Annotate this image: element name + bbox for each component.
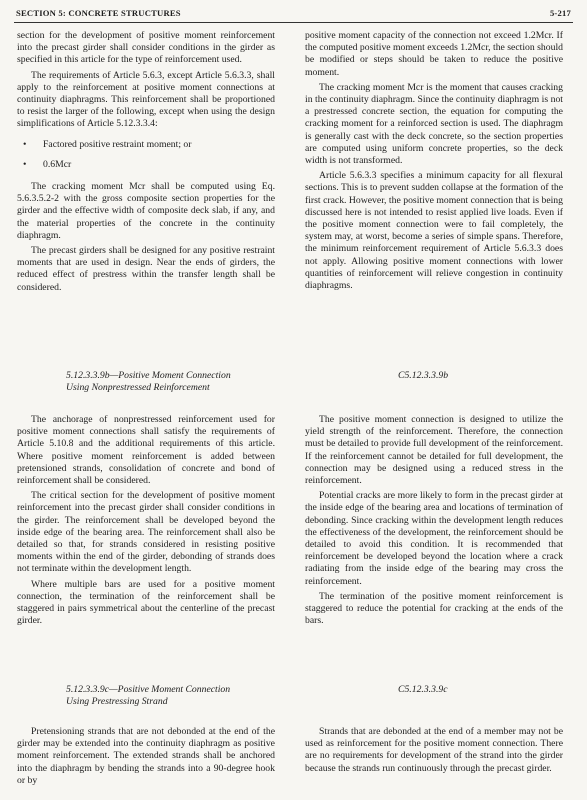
sec9b-right-column	[305, 414, 563, 630]
paragraph: The cracking moment Mcr is the moment that causes cracking in the continuity diaphragm. Since the continuity diaphragm is not a prestressed concrete section, the equation for computing the cracking moment for a reinforced section is used. The diaphragm is generally cast with the deck concrete, so the section properties are computed using uniform concrete properties, so the deck width is not transformed.	[305, 81, 563, 167]
paragraph: The precast girders shall be designed for any positive restraint moments that are used in design. Near the ends of girders, the reduced effect of prestress within the transfer length shall be considered.	[17, 245, 275, 293]
heading-line: 5.12.3.3.9c—Positive Moment Connection	[66, 684, 231, 695]
top-right-column	[305, 30, 563, 295]
commentary-heading-9c: C5.12.3.3.9c	[398, 684, 448, 695]
sec9b-left-column	[17, 414, 275, 630]
section-heading-9b	[66, 370, 231, 394]
commentary-heading-9b: C5.12.3.3.9b	[398, 370, 449, 381]
bullet-icon: •	[23, 158, 27, 170]
bullet-item	[23, 139, 275, 151]
heading-line: 5.12.3.3.9b—Positive Moment Connection	[66, 370, 231, 381]
paragraph: Pretensioning strands that are not debonded at the end of the girder may be extended into the continuity diaphragm as positive moment reinforcement. The extended strands shall be anchored into the diaphragm by bending the strands into a 90-degree hook or by	[17, 726, 275, 786]
paragraph: Article 5.6.3.3 specifies a minimum capacity for all flexural sections. This is to prevent sudden collapse at the formation of the first crack. However, the positive moment connection that is being discussed here is not intended to resist applied live loads. Even if the positive moment connection were to fail completely, the system may, at worst, become a series of simple spans. Therefore, the minimum reinforcement requirement of Article 5.6.3.3 does not apply. Allowing positive moment connections with lower quantities of reinforcement will relieve congestion in continuity diaphragms.	[305, 170, 563, 292]
page-header	[14, 4, 573, 23]
bullet-text: Factored positive restraint moment; or	[43, 138, 192, 150]
bullet-text: 0.6Mcr	[43, 158, 72, 170]
paragraph: The termination of the positive moment reinforcement is staggered to reduce the potential for cracking at the ends of the bars.	[305, 590, 563, 627]
top-left-column	[17, 30, 275, 297]
paragraph: The positive moment connection is designed to utilize the yield strength of the reinforcement. Therefore, the connection must be detailed to provide full development of the reinforcement. If the reinforcement cannot be detailed for full development, the connection may be designed using a reduced stress in the reinforcement.	[305, 414, 563, 487]
bullet-icon: •	[23, 138, 27, 150]
paragraph: The anchorage of nonprestressed reinforcement used for positive moment connections shall satisfy the requirements of Article 5.10.8 and the additional requirements of this article. Where positive moment reinforcement is added between pretensioned strands, consolidation of concrete and bond of reinforcement shall be considered.	[17, 414, 275, 487]
sec9c-right-column	[305, 726, 563, 778]
section-title: SECTION 5: CONCRETE STRUCTURES	[16, 8, 181, 18]
section-heading-9c	[66, 684, 230, 708]
paragraph: The critical section for the development of positive moment reinforcement into the precast girder shall consider conditions in the girder. The reinforcement shall be developed beyond the inside edge of the bearing area. The reinforcement shall also be detailed so that, for strands considered in resisting positive moments within the end of the girder, debonding of strands does not terminate within the development length.	[17, 490, 275, 575]
paragraph: Strands that are debonded at the end of a member may not be used as reinforcement for the positive moment connection. There are no requirements for development of the strand into the girder because the strands run continuously through the precast girder.	[305, 726, 563, 774]
paragraph: The requirements of Article 5.6.3, except Article 5.6.3.3, shall apply to the reinforcement at positive moment connections at continuity diaphragms. This reinforcement shall be proportioned to resist the larger of the following, except when using the design simplifications of Article 5.12.3.3.4:	[17, 69, 275, 130]
heading-line: Using Nonprestressed Reinforcement	[66, 382, 210, 394]
sec9c-left-column	[17, 726, 275, 790]
paragraph: positive moment capacity of the connection not exceed 1.2Mcr. If the computed positive moment exceeds 1.2Mcr, the section should be modified or steps should be taken to reduce the positive moment.	[305, 30, 563, 78]
paragraph: The cracking moment Mcr shall be computed using Eq. 5.6.3.5.2-2 with the gross composite section properties for the girder and the effective width of composite deck slab, if any, and the material properties of the concrete in the continuity diaphragm.	[17, 181, 275, 241]
paragraph: Potential cracks are more likely to form in the precast girder at the inside edge of the bearing area and locations of termination of debonding. Since cracking within the development length reduces the effectiveness of the development, the reinforcement should be detailed to avoid this condition. It is recommended that reinforcement be developed beyond the location where a crack radiating from the inside edge of the bearing may cross the reinforcement.	[305, 490, 563, 587]
paragraph: section for the development of positive moment reinforcement into the precast girder shall consider conditions in the girder as specified in this article for the type of reinforcement used.	[17, 30, 275, 66]
heading-line: Using Prestressing Strand	[66, 696, 168, 708]
page-number: 5-217	[549, 8, 571, 18]
paragraph: Where multiple bars are used for a positive moment connection, the termination of the reinforcement shall be staggered in pairs symmetrical about the centerline of the precast girder.	[17, 578, 275, 627]
bullet-item	[23, 159, 275, 171]
